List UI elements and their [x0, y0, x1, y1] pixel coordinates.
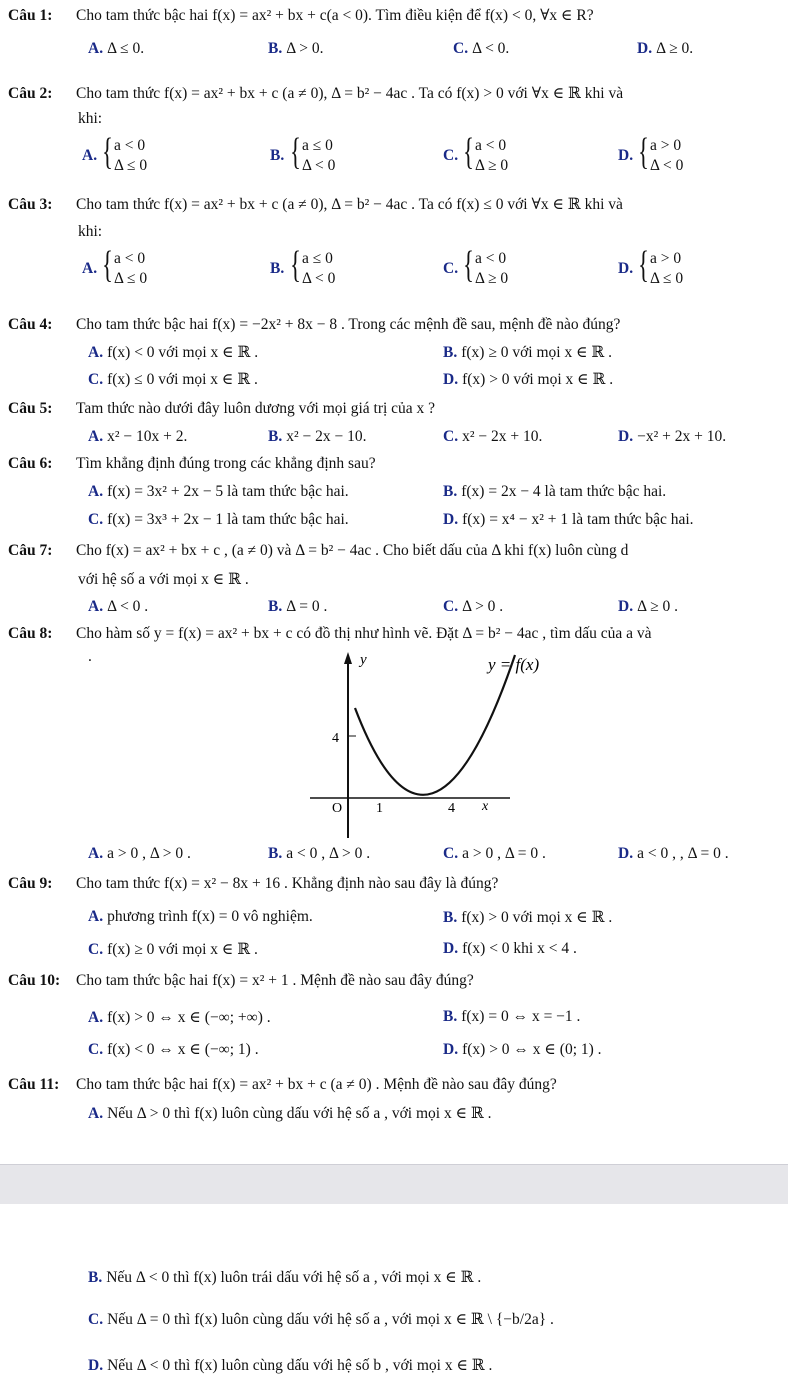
option-c[interactable]: C. f(x) ≥ 0 với mọi x ∈ ℝ .: [88, 941, 258, 958]
question-7: [8, 542, 783, 560]
option-a[interactable]: A. f(x) = 3x² + 2x − 5 là tam thức bậc hai.: [88, 483, 349, 500]
option-a[interactable]: A. Δ < 0 .: [88, 598, 149, 615]
question-number: Câu 3:: [8, 196, 53, 213]
question-text: Cho tam thức bậc hai f(x) = ax² + bx + c(a < 0). Tìm điều kiện để f(x) < 0, ∀x ∈ R?: [76, 7, 594, 24]
question-text-cont: với hệ số a với mọi x ∈ ℝ .: [78, 571, 249, 588]
parabola-curve: [355, 655, 515, 795]
question-6: [8, 455, 783, 473]
option-d[interactable]: D. Δ ≥ 0.: [637, 40, 694, 57]
option-c[interactable]: C. a > 0 , Δ = 0 .: [443, 845, 546, 862]
option-a[interactable]: A. Δ ≤ 0.: [88, 40, 145, 57]
option-d[interactable]: D. −x² + 2x + 10.: [618, 428, 727, 445]
option-a[interactable]: A. x² − 10x + 2.: [88, 428, 188, 445]
option-d[interactable]: D. f(x) < 0 khi x < 4 .: [443, 940, 577, 957]
question-text: Cho tam thức bậc hai f(x) = x² + 1 . Mệnh đề nào sau đây đúng?: [76, 972, 474, 989]
option-d[interactable]: D. { a > 0 Δ < 0: [618, 131, 684, 174]
option-b[interactable]: B. f(x) = 0 ⇔ x = −1 .: [443, 1008, 581, 1025]
option-d[interactable]: D. a < 0 , , Δ = 0 .: [618, 845, 729, 862]
question-text-cont: .: [88, 648, 92, 665]
option-b[interactable]: B. Δ > 0.: [268, 40, 324, 57]
question-text-cont: khi:: [78, 223, 103, 240]
question-9: [8, 875, 783, 893]
option-a[interactable]: A. a > 0 , Δ > 0 .: [88, 845, 191, 862]
question-number: Câu 1:: [8, 7, 53, 24]
x-tick-label-1: 1: [376, 801, 383, 816]
question-number: Câu 11:: [8, 1076, 60, 1093]
question-text: Cho tam thức f(x) = ax² + bx + c (a ≠ 0), Δ = b² − 4ac . Ta có f(x) > 0 với ∀x ∈ ℝ khi và: [76, 85, 624, 102]
option-b[interactable]: B. { a ≤ 0 Δ < 0: [270, 131, 336, 174]
option-a[interactable]: A. { a < 0 Δ ≤ 0: [82, 244, 148, 287]
x-axis-label: x: [482, 799, 489, 814]
question-11: [8, 1076, 783, 1094]
option-d[interactable]: D. Nếu Δ < 0 thì f(x) luôn cùng dấu với hệ số b , với mọi x ∈ ℝ .: [88, 1357, 493, 1374]
option-a[interactable]: A. { a < 0 Δ ≤ 0: [82, 131, 148, 174]
option-a[interactable]: A. f(x) < 0 với mọi x ∈ ℝ .: [88, 344, 259, 361]
option-b[interactable]: B. f(x) = 2x − 4 là tam thức bậc hai.: [443, 483, 667, 500]
option-b[interactable]: B. Nếu Δ < 0 thì f(x) luôn trái dấu với hệ số a , với mọi x ∈ ℝ .: [88, 1269, 482, 1286]
option-c[interactable]: C. Nếu Δ = 0 thì f(x) luôn cùng dấu với hệ số a , với mọi x ∈ ℝ \ {−b/2a} .: [88, 1311, 554, 1328]
page-divider: [0, 1164, 788, 1204]
option-b[interactable]: B. x² − 2x − 10.: [268, 428, 367, 445]
option-d[interactable]: D. { a > 0 Δ ≤ 0: [618, 244, 684, 287]
option-a[interactable]: A. phương trình f(x) = 0 vô nghiệm.: [88, 908, 313, 925]
y-axis-label: y: [360, 652, 367, 668]
question-text: Cho tam thức bậc hai f(x) = −2x² + 8x − 8 . Trong các mệnh đề sau, mệnh đề nào đúng?: [76, 316, 621, 333]
option-a[interactable]: A. Nếu Δ > 0 thì f(x) luôn cùng dấu với hệ số a , với mọi x ∈ ℝ .: [88, 1105, 492, 1122]
question-3: [8, 195, 783, 214]
question-1: [8, 6, 783, 25]
option-d[interactable]: D. f(x) > 0 với mọi x ∈ ℝ .: [443, 371, 614, 388]
option-b[interactable]: B. f(x) ≥ 0 với mọi x ∈ ℝ .: [443, 344, 613, 361]
question-number: Câu 6:: [8, 455, 53, 472]
question-text-cont: khi:: [78, 110, 103, 127]
curve-label: y = f(x): [488, 655, 540, 674]
y-tick-label-4: 4: [332, 731, 339, 746]
question-text: Cho tam thức f(x) = x² − 8x + 16 . Khẳng định nào sau đây là đúng?: [76, 875, 499, 892]
option-c[interactable]: C. f(x) < 0 ⇔ x ∈ (−∞; 1) .: [88, 1041, 259, 1058]
question-2: [8, 84, 783, 103]
option-c[interactable]: C. Δ < 0.: [453, 40, 510, 57]
question-number: Câu 5:: [8, 400, 53, 417]
x-tick-label-4: 4: [448, 801, 455, 816]
question-number: Câu 2:: [8, 85, 53, 102]
parabola-graph: [300, 650, 560, 840]
option-b[interactable]: B. { a ≤ 0 Δ < 0: [270, 244, 336, 287]
option-b[interactable]: B. f(x) > 0 với mọi x ∈ ℝ .: [443, 909, 613, 926]
option-a[interactable]: A. f(x) > 0 ⇔ x ∈ (−∞; +∞) .: [88, 1009, 271, 1026]
option-d[interactable]: D. f(x) = x⁴ − x² + 1 là tam thức bậc hai.: [443, 511, 694, 528]
question-text: Cho hàm số y = f(x) = ax² + bx + c có đồ thị như hình vẽ. Đặt Δ = b² − 4ac , tìm dấu của a và: [76, 625, 652, 642]
question-4: [8, 316, 783, 334]
option-c[interactable]: C. { a < 0 Δ ≥ 0: [443, 244, 509, 287]
question-number: Câu 4:: [8, 316, 53, 333]
question-text: Tam thức nào dưới đây luôn dương với mọi giá trị của x ?: [76, 400, 436, 417]
option-c[interactable]: C. { a < 0 Δ ≥ 0: [443, 131, 509, 174]
question-text: Tìm khẳng định đúng trong các khẳng định sau?: [76, 455, 376, 472]
question-10: [8, 972, 783, 990]
question-text: Cho f(x) = ax² + bx + c , (a ≠ 0) và Δ = b² − 4ac . Cho biết dấu của Δ khi f(x) luôn cùng d: [76, 542, 629, 559]
option-d[interactable]: D. f(x) > 0 ⇔ x ∈ (0; 1) .: [443, 1041, 602, 1058]
y-axis-arrow: [344, 652, 352, 664]
option-c[interactable]: C. f(x) ≤ 0 với mọi x ∈ ℝ .: [88, 371, 258, 388]
question-number: Câu 8:: [8, 625, 53, 642]
question-text: Cho tam thức f(x) = ax² + bx + c (a ≠ 0), Δ = b² − 4ac . Ta có f(x) ≤ 0 với ∀x ∈ ℝ khi và: [76, 196, 623, 213]
question-8: [8, 625, 783, 643]
option-b[interactable]: B. Δ = 0 .: [268, 598, 328, 615]
origin-label: O: [332, 801, 343, 816]
option-c[interactable]: C. Δ > 0 .: [443, 598, 504, 615]
question-text: Cho tam thức bậc hai f(x) = ax² + bx + c (a ≠ 0) . Mệnh đề nào sau đây đúng?: [76, 1076, 557, 1093]
option-b[interactable]: B. a < 0 , Δ > 0 .: [268, 845, 371, 862]
option-c[interactable]: C. x² − 2x + 10.: [443, 428, 543, 445]
question-number: Câu 7:: [8, 542, 53, 559]
option-d[interactable]: D. Δ ≥ 0 .: [618, 598, 678, 615]
question-number: Câu 9:: [8, 875, 53, 892]
option-c[interactable]: C. f(x) = 3x³ + 2x − 1 là tam thức bậc hai.: [88, 511, 349, 528]
question-number: Câu 10:: [8, 972, 61, 989]
question-5: [8, 400, 783, 418]
